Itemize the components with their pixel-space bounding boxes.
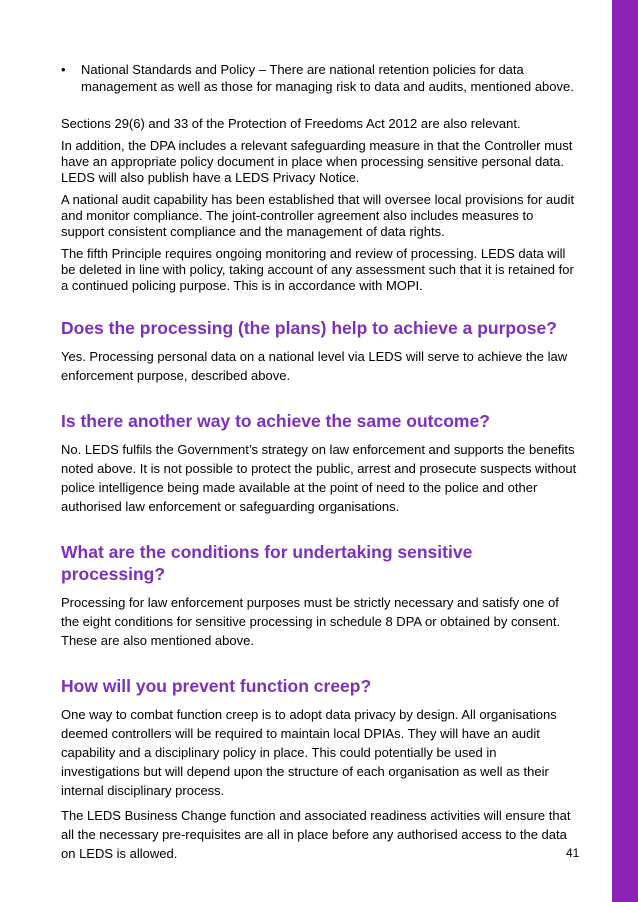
paragraph: One way to combat function creep is to adopt data privacy by design. All organisations deemed controllers will be required to maintain local DPIAs. They will have an audit capability and a disciplinary policy in place. This could potentially be used in investigations but will depend upon the structure of each organisation as well as their internal disciplinary process.	[61, 707, 557, 798]
paragraph: Processing for law enforcement purposes must be strictly necessary and satisfy one of the eight conditions for sensitive processing in schedule 8 DPA or obtained by consent. These are also mentioned above.	[61, 595, 561, 648]
paragraph: The fifth Principle requires ongoing monitoring and review of processing. LEDS data will be deleted in line with policy, taking account of any assessment such that it is retained for a continued policing purpose. This is in accordance with MOPI.	[61, 246, 574, 293]
section-heading: Does the processing (the plans) help to achieve a purpose?	[61, 318, 557, 338]
paragraph: The LEDS Business Change function and associated readiness activities will ensure that all the necessary pre-requisites are all in place before any authorised access to the data on LEDS is allowed.	[61, 808, 571, 861]
paragraph: In addition, the DPA includes a relevant safeguarding measure in that the Controller must have an appropriate policy document in place when processing sensitive personal data. LEDS will also publish have a LEDS Privacy Notice.	[61, 138, 573, 185]
page-content	[61, 61, 580, 863]
paragraph: Sections 29(6) and 33 of the Protection of Freedoms Act 2012 are also relevant.	[61, 116, 521, 131]
paragraph: No. LEDS fulfils the Government’s strategy on law enforcement and supports the benefits noted above. It is not possible to protect the public, arrest and prosecute suspects without police intelligence being made available at the point of need to the police and other authorised law enforcement or safeguarding organisations.	[61, 442, 577, 514]
paragraph: A national audit capability has been established that will oversee local provisions for audit and monitor compliance. The joint-controller agreement also includes measures to support consistent compliance and the management of data rights.	[61, 192, 575, 239]
bullet-item	[61, 61, 577, 95]
bullet-text: National Standards and Policy – There are national retention policies for data management as well as those for managing risk to data and audits, mentioned above.	[81, 62, 574, 94]
page-number: 41	[566, 846, 580, 860]
section-heading: Is there another way to achieve the same outcome?	[61, 411, 490, 431]
side-accent-stripe	[612, 0, 638, 902]
paragraph: Yes. Processing personal data on a national level via LEDS will serve to achieve the law enforcement purpose, described above.	[61, 349, 568, 383]
bullet-dot-icon: •	[61, 62, 66, 77]
section-heading: What are the conditions for undertaking sensitive processing?	[61, 542, 473, 584]
section-heading: How will you prevent function creep?	[61, 676, 372, 696]
